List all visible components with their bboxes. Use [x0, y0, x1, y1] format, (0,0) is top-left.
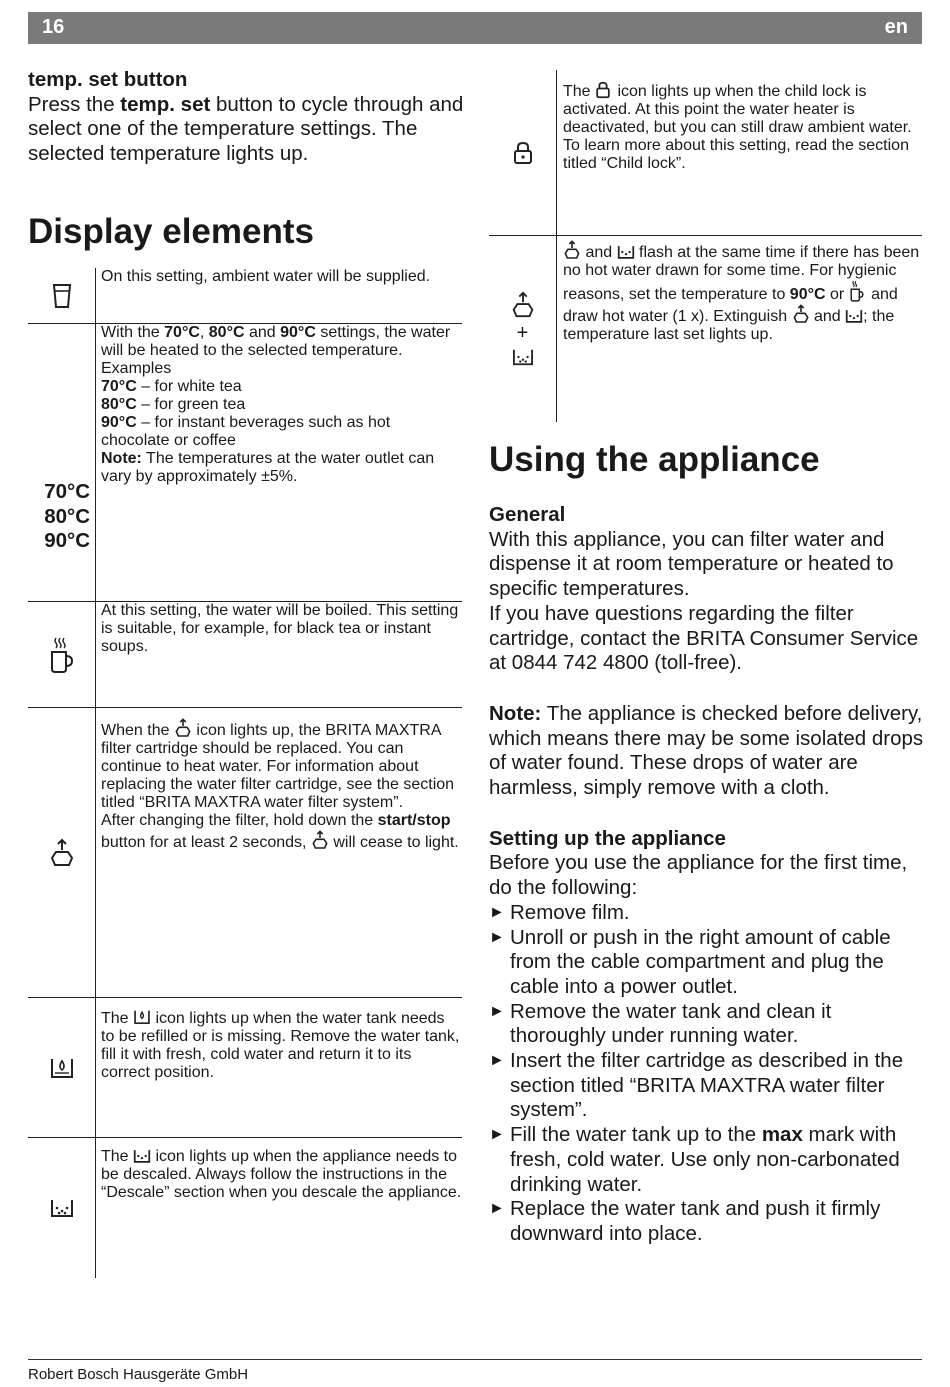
- flash-icons: [489, 236, 556, 422]
- display-elements-heading: Display elements: [28, 211, 314, 251]
- temps-example-90: [101, 414, 462, 450]
- ex3-text: – for instant beverages such as hot chocolate or coffee: [101, 414, 391, 449]
- page-header-bar: [28, 12, 922, 44]
- setup-step-6: [489, 1197, 924, 1246]
- step-text: Replace the water tank and push it firmly downward into place.: [510, 1197, 881, 1245]
- temps-note-text: The temperatures at the water outlet can vary by approximately ±5%.: [101, 450, 435, 485]
- row-temperatures: [28, 324, 462, 602]
- bullet-arrow: ►: [489, 1052, 505, 1070]
- flash-or: or: [825, 286, 849, 303]
- temps-p2: ,: [199, 324, 209, 341]
- left-column-intro: [28, 68, 464, 252]
- descale-p2: icon lights up when the appliance needs to be descaled. Always follow the instructions in the “Descale” section when you descale the appliance.: [101, 1148, 462, 1201]
- filter-cartridge-icon: [28, 708, 95, 997]
- temps-b3: 90°C: [280, 324, 316, 341]
- filter-inline-icon: [174, 718, 192, 736]
- general-text: With this appliance, you can filter water and dispense it at room temperature or heated to specific temperatures.: [489, 527, 894, 601]
- note-bold: Note:: [489, 701, 542, 725]
- glass-icon: [28, 268, 95, 323]
- setup-step-2: [489, 926, 924, 1000]
- ex3-bold: 90°C: [101, 414, 137, 431]
- lock-inline-icon: [595, 81, 613, 99]
- filter-flash-icon: [510, 291, 536, 319]
- general-heading: General: [489, 503, 566, 526]
- temps-p4: settings, the water will be heated to the selected temperature.: [101, 324, 451, 359]
- flash-boil-inline-icon: [849, 280, 867, 298]
- temps-example-80: [101, 396, 462, 414]
- setup-step-4: [489, 1049, 924, 1123]
- ex1-text: – for white tea: [136, 378, 242, 395]
- row-ambient: [28, 268, 462, 324]
- row-tank: [28, 998, 462, 1138]
- flash-and2: and: [809, 308, 846, 325]
- lock-icon: [489, 70, 556, 235]
- ex1-bold: 70°C: [101, 378, 137, 395]
- filter-bold: start/stop: [377, 812, 451, 829]
- filter-text-2: [101, 812, 462, 852]
- row-flash: [489, 236, 922, 422]
- setup-step-1: [489, 901, 924, 926]
- tank-inline-icon: [133, 1008, 151, 1026]
- temperature-labels: [28, 480, 90, 554]
- filter-p2: icon lights up, the BRITA MAXTRA filter cartridge should be replaced. You can continue to heat water. For information about replacing the water filter cartridge, see the section titled “BRITA MAXTRA water filter system”.: [101, 722, 455, 811]
- filter-inline-icon-2: [311, 830, 329, 848]
- boiling-cup-icon: [28, 602, 95, 707]
- step5-pre: Fill the water tank up to the: [510, 1123, 762, 1147]
- row-descale: [28, 1138, 462, 1278]
- filter-text: [95, 708, 462, 998]
- display-elements-table: [28, 268, 462, 1278]
- bullet-arrow: ►: [489, 928, 505, 946]
- footer-divider: [28, 1359, 922, 1360]
- temperatures-text: [95, 324, 462, 602]
- language-code: en: [884, 16, 908, 38]
- step-text: Remove the water tank and clean it thoroughly under running water.: [510, 999, 832, 1048]
- step5-bold: max: [761, 1123, 803, 1147]
- temp-set-text-bold: temp. set: [120, 92, 211, 116]
- temps-p3: and: [244, 324, 281, 341]
- temps-note-bold: Note:: [101, 450, 142, 467]
- temp-set-text: [28, 93, 464, 167]
- plus-sign: +: [516, 322, 529, 344]
- descale-flash-icon: [512, 347, 534, 367]
- footer-company: Robert Bosch Hausgeräte GmbH: [28, 1366, 249, 1383]
- flash-p3: ; the temperature last set lights up.: [563, 308, 895, 343]
- temp-label-70: 70°C: [44, 480, 90, 503]
- filter-p5: will cease to light.: [328, 834, 459, 851]
- lock-p2: icon lights up when the child lock is activated. At this point the water heater is deactivated, but you can still draw ambient water. To learn more about this setting, read the section titled “Child lock”.: [563, 83, 912, 172]
- boil-text: At this setting, the water will be boiled. This setting is suitable, for example, for black tea or instant soups.: [95, 602, 462, 708]
- flash-p2: and draw hot water (1 x). Extinguish: [563, 286, 898, 325]
- temp-set-text-post: button to cycle through and select one of the temperature settings. The selected temperature lights up.: [28, 92, 464, 166]
- descale-p1: The: [101, 1148, 134, 1165]
- step5-post: mark with fresh, cold water. Use only non-carbonated drinking water.: [510, 1123, 900, 1196]
- tank-p2: icon lights up when the water tank needs to be refilled or is missing. Remove the water tank, fill it with fresh, cold water and return it to its correct position.: [101, 1010, 460, 1081]
- temp-label-90: 90°C: [44, 529, 90, 553]
- filter-p4: button for at least 2 seconds,: [101, 834, 311, 851]
- using-heading: Using the appliance: [489, 440, 820, 479]
- temps-example-70: [101, 378, 462, 396]
- right-column-body: [489, 440, 924, 1247]
- temp-label-80: 80°C: [44, 504, 90, 528]
- temp-set-heading: temp. set button: [28, 68, 188, 91]
- filter-p1: When the: [101, 722, 174, 739]
- temps-examples: Examples: [101, 360, 172, 377]
- temps-b2: 80°C: [208, 324, 245, 341]
- descale-text: [95, 1138, 462, 1278]
- setup-intro: Before you use the appliance for the first time, do the following:: [489, 851, 908, 900]
- flash-bold: 90°C: [789, 286, 826, 303]
- setup-step-5: [489, 1123, 924, 1197]
- page-number: 16: [42, 16, 65, 38]
- general-text-2: If you have questions regarding the filter cartridge, contact the BRITA Consumer Service at 0844 742 4800 (toll-free).: [489, 601, 919, 675]
- right-display-table: [489, 70, 922, 422]
- row-boil: [28, 602, 462, 708]
- temp-set-text-pre: Press the: [28, 92, 121, 116]
- flash-filter-inline-icon: [563, 240, 581, 258]
- bullet-arrow: ►: [489, 903, 505, 921]
- bullet-arrow: ►: [489, 1126, 505, 1144]
- descale-icon: [28, 1138, 95, 1278]
- tank-p1: The: [101, 1010, 134, 1027]
- bullet-arrow: ►: [489, 1200, 505, 1218]
- step-text: Remove film.: [510, 900, 630, 924]
- temps-note: [101, 450, 462, 486]
- flash-filter-inline-icon-2: [792, 304, 810, 322]
- water-tank-icon: [28, 998, 95, 1137]
- row-filter: [28, 708, 462, 998]
- descale-inline-icon: [133, 1148, 151, 1166]
- ex2-text: – for green tea: [136, 396, 246, 413]
- note-paragraph: [489, 702, 924, 801]
- step-text: Insert the filter cartridge as described in the section titled “BRITA MAXTRA water filter system”.: [510, 1049, 904, 1122]
- flash-text: [556, 236, 922, 422]
- lock-text: [556, 70, 922, 236]
- temps-intro: [101, 324, 462, 360]
- flash-descale-inline-icon: [617, 244, 635, 262]
- setup-heading: Setting up the appliance: [489, 826, 726, 850]
- note-text: The appliance is checked before delivery, which means there may be some isolated drops of water found. These drops of water are harmless, simply remove with a cloth.: [489, 701, 924, 800]
- filter-p3: After changing the filter, hold down the: [101, 812, 378, 829]
- flash-p1: flash at the same time if there has been no hot water drawn for some time. For hygienic reasons, set the temperature to: [563, 244, 920, 303]
- lock-p1: The: [563, 83, 596, 100]
- bullet-arrow: ►: [489, 1002, 505, 1020]
- row-child-lock: [489, 70, 922, 236]
- temps-b1: 70°C: [164, 324, 200, 341]
- flash-descale-inline-icon-2: [845, 308, 863, 326]
- ambient-text: On this setting, ambient water will be supplied.: [95, 268, 462, 324]
- filter-text-1: [101, 718, 462, 812]
- temps-p1: With the: [101, 324, 165, 341]
- flash-and1: and: [581, 244, 617, 261]
- step-text: Unroll or push in the right amount of cable from the cable compartment and plug the cable into a power outlet.: [510, 925, 891, 998]
- ex2-bold: 80°C: [101, 396, 137, 413]
- tank-text: [95, 998, 462, 1138]
- setup-step-3: [489, 1000, 924, 1049]
